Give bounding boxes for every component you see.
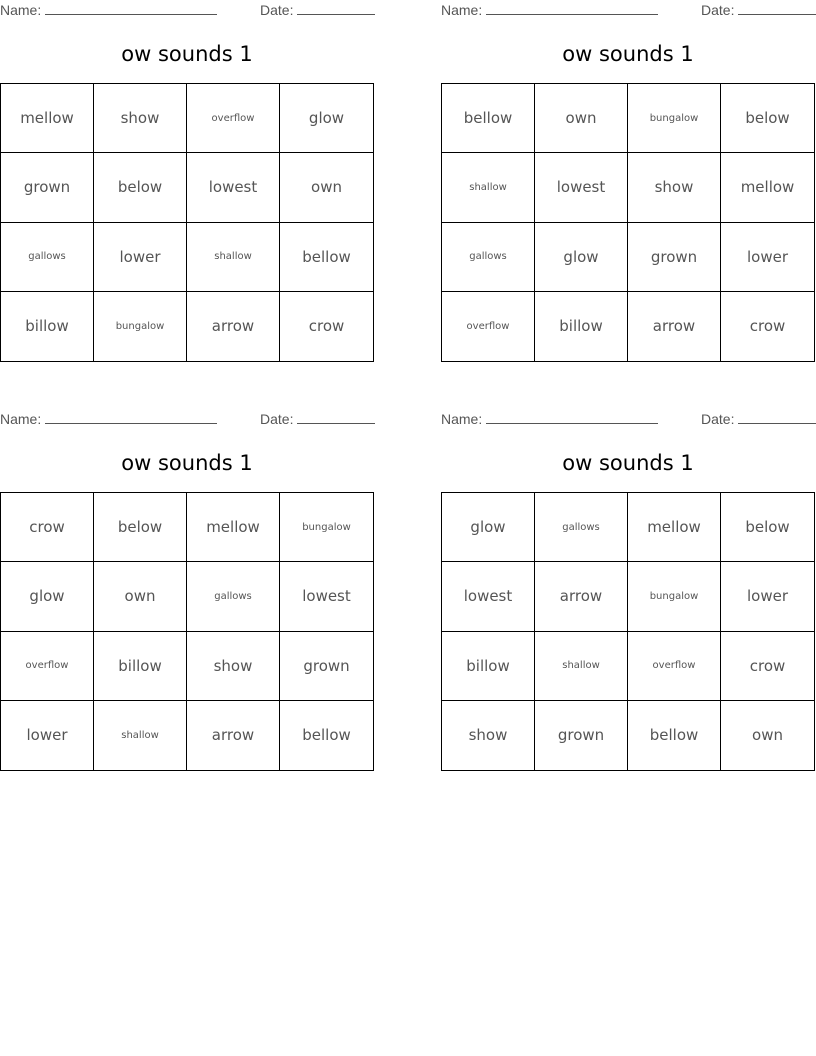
bingo-cell: show	[628, 153, 721, 222]
bingo-cell: below	[94, 493, 187, 562]
bingo-cell: arrow	[535, 562, 628, 631]
name-field	[441, 411, 658, 427]
name-label: Name:	[0, 2, 42, 18]
name-blank-line	[45, 2, 217, 15]
bingo-grid	[0, 492, 374, 771]
bingo-cell: below	[721, 84, 814, 153]
bingo-cell: grown	[535, 701, 628, 770]
bingo-grid	[441, 83, 815, 362]
bingo-cell: arrow	[187, 701, 280, 770]
bingo-cell: own	[752, 726, 783, 745]
bingo-cell: gallows	[1, 223, 94, 292]
card-title: ow sounds 1	[562, 451, 694, 475]
bingo-cell: grown	[628, 223, 721, 292]
bingo-cell: bungalow	[94, 292, 187, 361]
bingo-cell: lower	[94, 223, 187, 292]
bingo-cell: billow	[535, 292, 628, 361]
bingo-cell: grown	[1, 153, 94, 222]
card-header	[0, 0, 376, 20]
bingo-cell: bungalow	[280, 493, 373, 562]
bingo-cell: lowest	[187, 153, 280, 222]
date-label: Date:	[701, 2, 735, 18]
bingo-cell: shallow	[187, 223, 280, 292]
bingo-cell: crow	[1, 493, 94, 562]
date-field	[260, 411, 375, 427]
name-blank-line	[486, 2, 658, 15]
bingo-cell: overflow	[187, 84, 280, 153]
bingo-cell: arrow	[628, 292, 721, 361]
bingo-cell: crow	[721, 632, 814, 701]
card-title: ow sounds 1	[121, 42, 253, 66]
bingo-cell: lowest	[535, 153, 628, 222]
bingo-cell: bellow	[442, 84, 535, 153]
bingo-card	[0, 0, 376, 364]
bingo-cell: below	[94, 153, 187, 222]
bingo-cell: show	[187, 632, 280, 701]
bingo-card	[0, 409, 376, 773]
bingo-cell: gallows	[442, 223, 535, 292]
card-title: ow sounds 1	[562, 42, 694, 66]
card-header	[441, 409, 816, 429]
name-blank-line	[486, 411, 658, 424]
bingo-cell: bellow	[628, 701, 721, 770]
name-label: Name:	[0, 411, 42, 427]
date-blank-line	[297, 2, 375, 15]
bingo-cell: shallow	[535, 632, 628, 701]
bingo-grid	[441, 492, 815, 771]
bingo-cell: mellow	[1, 84, 94, 153]
bingo-cell: overflow	[1, 632, 94, 701]
date-label: Date:	[701, 411, 735, 427]
name-label: Name:	[441, 411, 483, 427]
bingo-cell: glow	[442, 493, 535, 562]
bingo-cell: mellow	[187, 493, 280, 562]
name-blank-line	[45, 411, 217, 424]
date-field	[260, 2, 375, 18]
card-title: ow sounds 1	[121, 451, 253, 475]
bingo-cell: overflow	[628, 632, 721, 701]
bingo-cell: billow	[442, 632, 535, 701]
bingo-cell: bellow	[280, 223, 373, 292]
bingo-cell: mellow	[628, 493, 721, 562]
bingo-cell: own	[94, 562, 187, 631]
bingo-cell: lowest	[280, 562, 373, 631]
name-label: Name:	[441, 2, 483, 18]
date-blank-line	[738, 2, 816, 15]
name-field	[0, 2, 217, 18]
bingo-grid	[0, 83, 374, 362]
bingo-cell: lowest	[442, 562, 535, 631]
bingo-cell: billow	[1, 292, 94, 361]
name-field	[441, 2, 658, 18]
bingo-cell: mellow	[721, 153, 814, 222]
bingo-cell: lower	[1, 701, 94, 770]
date-blank-line	[738, 411, 816, 424]
date-field	[701, 2, 816, 18]
bingo-cell: crow	[308, 317, 345, 336]
bingo-card	[441, 409, 816, 773]
bingo-cell: glow	[280, 84, 373, 153]
bingo-cell: gallows	[535, 493, 628, 562]
card-header	[441, 0, 816, 20]
bingo-cell: overflow	[442, 292, 535, 361]
date-field	[701, 411, 816, 427]
bingo-cell: show	[94, 84, 187, 153]
date-blank-line	[297, 411, 375, 424]
bingo-cell: glow	[1, 562, 94, 631]
name-field	[0, 411, 217, 427]
bingo-cell: bungalow	[628, 84, 721, 153]
date-label: Date:	[260, 411, 294, 427]
bingo-cell: gallows	[187, 562, 280, 631]
card-header	[0, 409, 376, 429]
bingo-cell: lower	[721, 223, 814, 292]
bingo-cell: own	[535, 84, 628, 153]
date-label: Date:	[260, 2, 294, 18]
bingo-cell: grown	[280, 632, 373, 701]
bingo-cell: glow	[535, 223, 628, 292]
bingo-cell: below	[721, 493, 814, 562]
bingo-cell: bellow	[302, 726, 351, 745]
bingo-cell: billow	[94, 632, 187, 701]
bingo-cell: own	[280, 153, 373, 222]
bingo-cell: bungalow	[628, 562, 721, 631]
bingo-cell: arrow	[187, 292, 280, 361]
bingo-cell: shallow	[94, 701, 187, 770]
bingo-card	[441, 0, 816, 364]
bingo-cell: shallow	[442, 153, 535, 222]
bingo-cell: lower	[721, 562, 814, 631]
bingo-cell: show	[442, 701, 535, 770]
bingo-cell: crow	[749, 317, 786, 336]
